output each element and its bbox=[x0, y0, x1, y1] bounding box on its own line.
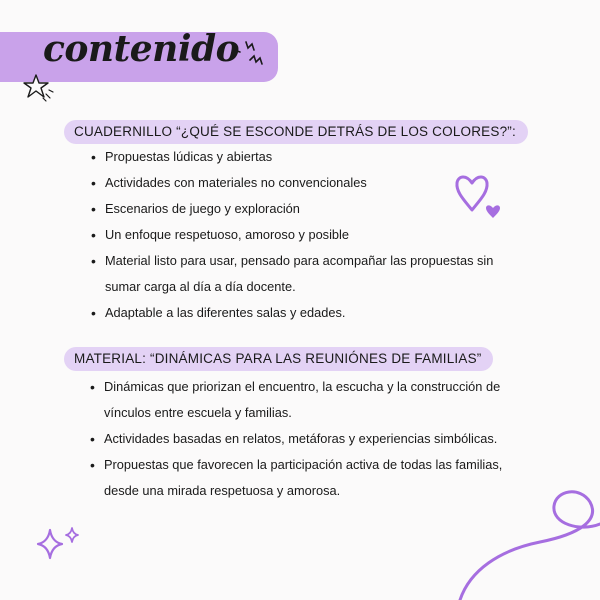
list-item: • Dinámicas que priorizan el encuentro, la escucha y la construcción de vínculos entre escuela y familias. bbox=[90, 374, 520, 426]
sparkle-marks-icon bbox=[226, 38, 270, 74]
list-item: • Propuestas lúdicas y abiertas bbox=[91, 144, 521, 170]
swirl-line bbox=[440, 480, 600, 600]
list-item: • Adaptable a las diferentes salas y edades. bbox=[91, 300, 521, 326]
sparkle-stars-icon bbox=[34, 524, 86, 564]
section-heading-material: MATERIAL: “DINÁMICAS PARA LAS REUNIÓNES DE FAMILIAS” bbox=[64, 347, 493, 371]
list-item: • Actividades basadas en relatos, metáforas y experiencias simbólicas. bbox=[90, 426, 520, 452]
list-item: • Escenarios de juego y exploración bbox=[91, 196, 521, 222]
list-item: • Propuestas que favorecen la participación activa de todas las familias, desde una mirada respetuosa y amorosa. bbox=[90, 452, 520, 504]
small-heart-icon bbox=[484, 202, 502, 220]
list-item: • Un enfoque respetuoso, amoroso y posible bbox=[91, 222, 521, 248]
page-title: contenido bbox=[43, 28, 240, 70]
star-icon bbox=[20, 72, 56, 104]
list-item: • Material listo para usar, pensado para acompañar las propuestas sin sumar carga al día a día docente. bbox=[91, 248, 521, 300]
list-item: • Actividades con materiales no convencionales bbox=[91, 170, 521, 196]
section-heading-cuadernillo: CUADERNILLO “¿QUÉ SE ESCONDE DETRÁS DE LOS COLORES?”: bbox=[64, 120, 528, 144]
